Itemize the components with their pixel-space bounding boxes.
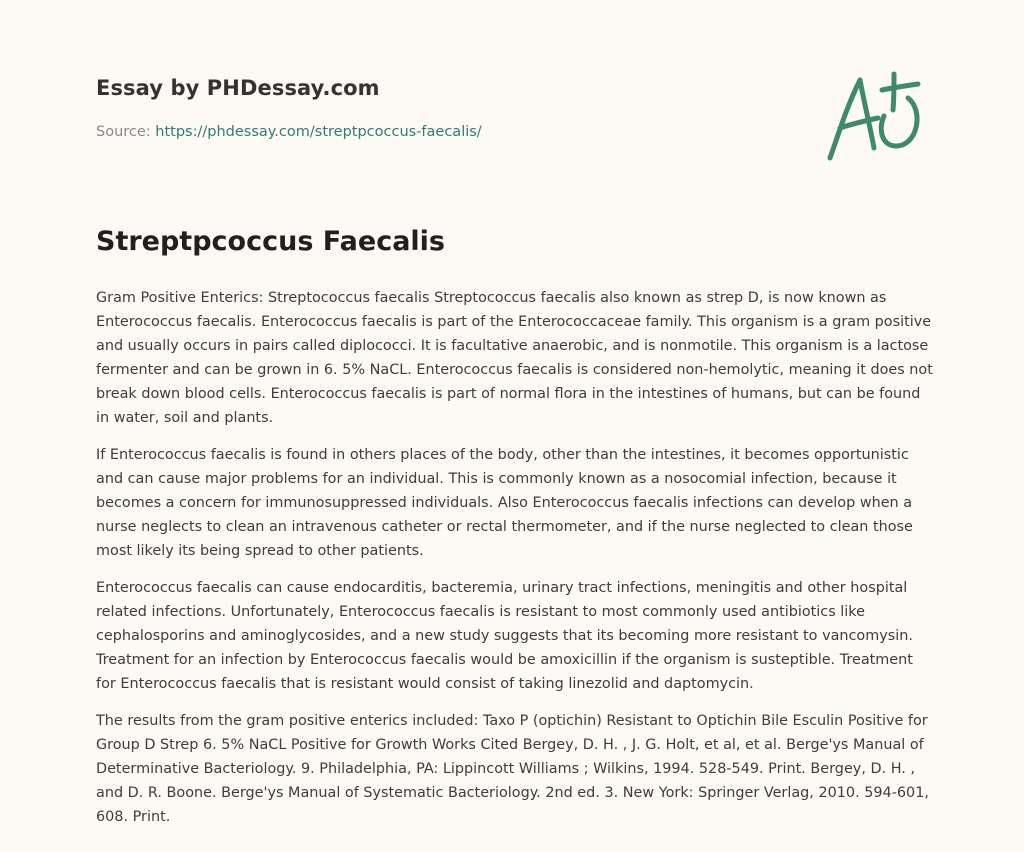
plus-horizontal-stroke bbox=[882, 84, 918, 90]
paragraph: If Enterococcus faecalis is found in others places of the body, other than the intestines, it becomes opportunistic and can cause major problems for an individual. This is commonly known as a nosocomial infection, because it becomes a concern for immunosuppressed individuals. Also Enterococcus faecalis infections can develop when a nurse neglects to clean an intravenous catheter or rectal thermometer, and if the nurse neglected to clean those most likely its being spread to other patients. bbox=[96, 447, 913, 559]
a-letter-left-stroke bbox=[830, 80, 860, 158]
plus-vertical-stroke bbox=[893, 74, 894, 110]
article-body bbox=[96, 286, 934, 842]
site-brand: Essay by PHDessay.com bbox=[96, 76, 380, 100]
a-letter-right-stroke bbox=[860, 80, 874, 148]
loop-stroke bbox=[881, 98, 917, 146]
a-plus-grade-icon bbox=[820, 66, 930, 166]
paragraph: The results from the gram positive enterics included: Taxo P (optichin) Resistant to Optichin Bile Esculin Positive for Group D Strep 6. 5% NaCL Positive for Growth Works Cited Bergey, D. H. , J. G. Holt, et al, et al. Berge'ys Manual of Determinative Bacteriology. 9. Philadelphia, PA: Lippincott Williams ; Wilkins, 1994. 528-549. Print. Bergey, D. H. , and D. R. Boone. Berge'ys Manual of Systematic Bacteriology. 2nd ed. 3. New York: Springer Verlag, 2010. 594-601, 608. Print. bbox=[96, 713, 929, 825]
source-link[interactable]: https://phdessay.com/streptpcoccus-faecalis/ bbox=[155, 124, 482, 140]
paragraph: Enterococcus faecalis can cause endocarditis, bacteremia, urinary tract infections, meningitis and other hospital related infections. Unfortunately, Enterococcus faecalis is resistant to most commonly used antibiotics like cephalosporins and aminoglycosides, and a new study suggests that its becoming more resistant to vancomysin. Treatment for an infection by Enterococcus faecalis would be amoxicillin if the organism is susteptible. Treatment for Enterococcus faecalis that is resistant would consist of taking linezolid and daptomycin. bbox=[96, 580, 913, 692]
source-label: Source: bbox=[96, 124, 151, 140]
paragraph: Gram Positive Enterics: Streptococcus faecalis Streptococcus faecalis also known as strep D, is now known as Enterococcus faecalis. Enterococcus faecalis is part of the Enterococcaceae family. This organism is a gram positive and usually occurs in pairs called diplococci. It is facultative anaerobic, and is nonmotile. This organism is a lactose fermenter and can be grown in 6. 5% NaCL. Enterococcus faecalis is considered non-hemolytic, meaning it does not break down blood cells. Enterococcus faecalis is part of normal flora in the intestines of humans, but can be found in water, soil and plants. bbox=[96, 290, 933, 426]
source-line bbox=[96, 124, 482, 140]
article-title: Streptpcoccus Faecalis bbox=[96, 226, 445, 257]
